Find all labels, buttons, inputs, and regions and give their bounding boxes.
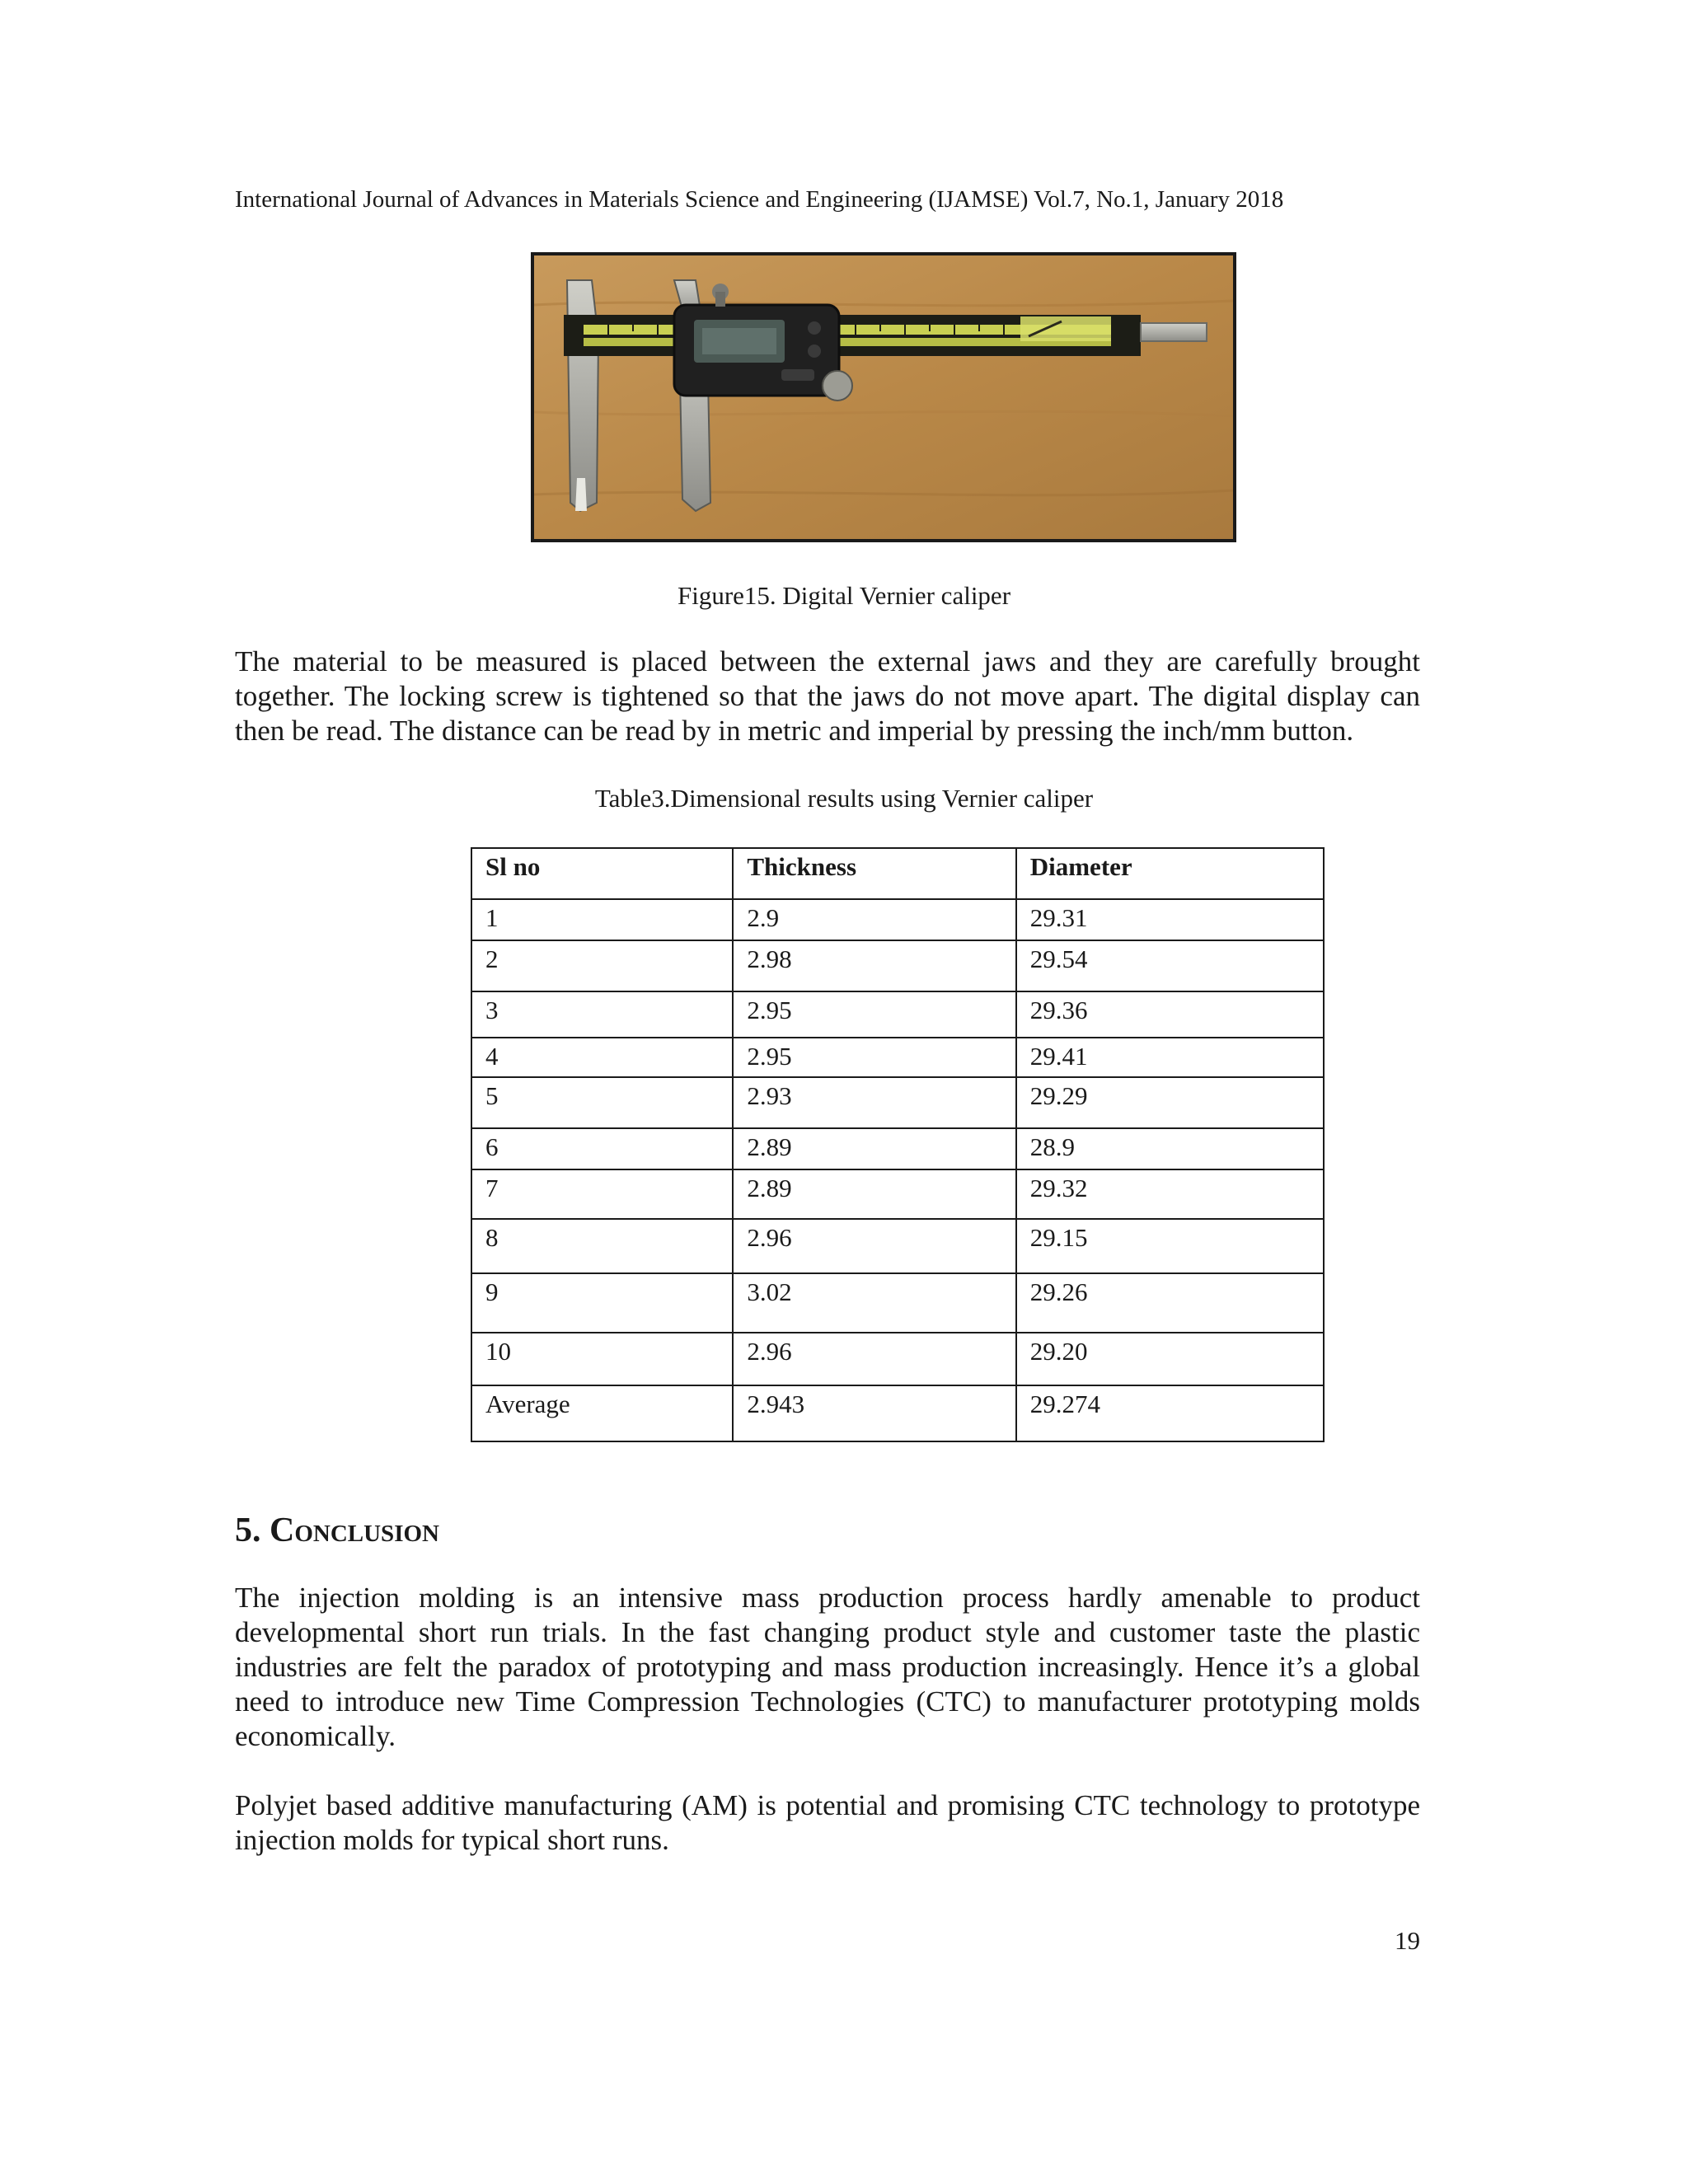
cell-thickness: 2.89 <box>733 1128 1015 1169</box>
cell-thickness: 2.96 <box>733 1333 1015 1385</box>
cell-sl-no: 7 <box>471 1169 733 1219</box>
cell-diameter: 29.20 <box>1016 1333 1324 1385</box>
results-table <box>471 847 1325 1442</box>
cell-thickness: 2.95 <box>733 991 1015 1038</box>
cell-sl-no: 5 <box>471 1077 733 1128</box>
cell-sl-no: 2 <box>471 940 733 991</box>
table-row <box>471 1333 1324 1385</box>
conclusion-paragraph: Polyjet based additive manufacturing (AM) is potential and promising CTC technology to prototype injection molds for typical short runs. <box>235 1789 1420 1856</box>
cell-sl-no: 1 <box>471 899 733 940</box>
cell-sl-no: 10 <box>471 1333 733 1385</box>
cell-thickness: 2.93 <box>733 1077 1015 1128</box>
table-row <box>471 1077 1324 1128</box>
figure-caption: Figure15. Digital Vernier caliper <box>677 581 1011 610</box>
cell-diameter: 29.41 <box>1016 1038 1324 1077</box>
table-row <box>471 1169 1324 1219</box>
cell-sl-no: 4 <box>471 1038 733 1077</box>
cell-sl-no: Average <box>471 1385 733 1441</box>
table-row <box>471 1219 1324 1273</box>
cell-diameter: 29.274 <box>1016 1385 1324 1441</box>
cell-sl-no: 8 <box>471 1219 733 1273</box>
cell-thickness: 2.95 <box>733 1038 1015 1077</box>
table-row-average <box>471 1385 1324 1441</box>
cell-thickness: 2.89 <box>733 1169 1015 1219</box>
cell-thickness: 3.02 <box>733 1273 1015 1333</box>
running-header: International Journal of Advances in Materials Science and Engineering (IJAMSE) Vol.7, No.1, January 2018 <box>235 186 1284 213</box>
table-row <box>471 991 1324 1038</box>
cell-diameter: 29.32 <box>1016 1169 1324 1219</box>
table-row <box>471 1128 1324 1169</box>
cell-diameter: 28.9 <box>1016 1128 1324 1169</box>
cell-diameter: 29.31 <box>1016 899 1324 940</box>
cell-thickness: 2.9 <box>733 899 1015 940</box>
table-row <box>471 1273 1324 1333</box>
table-row <box>471 899 1324 940</box>
section-heading <box>235 1510 439 1551</box>
cell-thickness: 2.98 <box>733 940 1015 991</box>
cell-diameter: 29.54 <box>1016 940 1324 991</box>
section-number: 5. <box>235 1511 261 1549</box>
table-caption: Table3.Dimensional results using Vernier caliper <box>594 784 1094 813</box>
table-header-row <box>471 848 1324 899</box>
cell-thickness: 2.96 <box>733 1219 1015 1273</box>
column-header-thickness: Thickness <box>733 848 1015 899</box>
cell-sl-no: 9 <box>471 1273 733 1333</box>
figure-image-caliper <box>531 252 1236 542</box>
cell-diameter: 29.26 <box>1016 1273 1324 1333</box>
cell-thickness: 2.943 <box>733 1385 1015 1441</box>
cell-diameter: 29.15 <box>1016 1219 1324 1273</box>
conclusion-paragraph: The injection molding is an intensive mass production process hardly amenable to product developmental short run trials. In the fast changing product style and customer taste the plastic industries are felt the paradox of prototyping and mass production increasingly. Hence it’s a global need to introduce new Time Compression Technologies (CTC) to manufacturer prototyping molds economically. <box>235 1582 1420 1752</box>
cell-sl-no: 6 <box>471 1128 733 1169</box>
column-header-diameter: Diameter <box>1016 848 1324 899</box>
cell-sl-no: 3 <box>471 991 733 1038</box>
column-header-sl-no: Sl no <box>471 848 733 899</box>
table-row <box>471 1038 1324 1077</box>
page-number: 19 <box>1395 1926 1420 1955</box>
body-paragraph: The material to be measured is placed between the external jaws and they are carefully brought together. The locking screw is tightened so that the jaws do not move apart. The digital display can then be read. The distance can be read by in metric and imperial by pressing the inch/mm button. <box>235 645 1420 747</box>
cell-diameter: 29.36 <box>1016 991 1324 1038</box>
table-row <box>471 940 1324 991</box>
cell-diameter: 29.29 <box>1016 1077 1324 1128</box>
section-title: Conclusion <box>270 1511 439 1549</box>
